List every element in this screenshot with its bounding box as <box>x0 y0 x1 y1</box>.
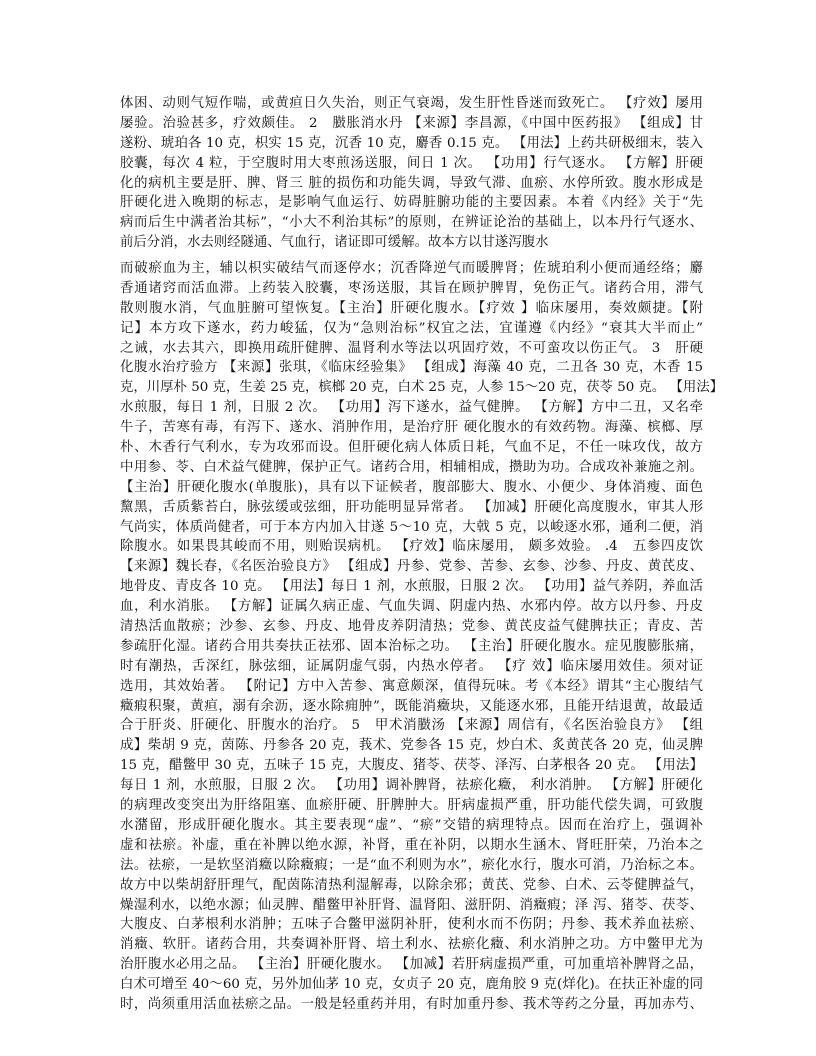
text-line: 消癥、软肝。诸药合用，共奏调补肝肾、培土利水、祛瘀化癥、利水消肿之功。方中鳖甲尤为 <box>120 937 703 953</box>
text-line: 遂粉、琥珀各 10 克，枳实 15 克，沉香 10 克，麝香 0.15 克。 【用法】上药共研极细末，装入 <box>120 135 703 151</box>
text-line: 记】本方攻下遂水，药力峻猛，仅为“急则治标”权宜之法，宜谨遵《内经》“衰其大半而止” <box>120 320 703 336</box>
text-line: 选用，其效始著。 【附记】方中入苦参、寓意颇深，值得玩味。考《本经》谓其“主心腹结气 <box>120 678 703 694</box>
text-line: 水潴留，形成肝硬化腹水。其主要表现“虚”、“瘀”交错的病理特点。因而在治疗上，强调补 <box>120 817 703 833</box>
text-line: 【主治】肝硬化腹水(单腹胀)，具有以下证候者，腹部膨大、腹水、小便少、身体消瘦、面色 <box>120 479 703 495</box>
text-line: 而破瘀血为主，辅以枳实破结气而逐停水；沉香降逆气而暖脾肾；佐琥珀利小便而通经络；麝 <box>120 261 703 276</box>
text-line: 之诫，水去其六，即换用疏肝健脾、温肾利水等法以巩固疗效，不可蛮攻以伤正气。 3 肝硬 <box>120 340 703 356</box>
text-line: 黧黑，舌质紫苔白，脉弦缓或弦细，肝功能明显异常者。 【加减】肝硬化高度腹水，审其人形 <box>120 499 703 515</box>
text-line: 散则腹水消，气血脏腑可望恢复。【主治】肝硬化腹水。【疗效 】临床屡用，奏效颇捷。【附 <box>120 300 703 316</box>
text-line: 虚和祛瘀。补虚，重在补脾以绝水源，补肾，重在补阴，以期水生涵木、肾旺肝荣，乃治本之 <box>120 837 703 853</box>
text-line: 清热活血散瘀；沙参、玄参、丹皮、地骨皮养阴清热；党参、黄芪皮益气健脾扶正；青皮、苦 <box>120 619 703 635</box>
text-line: 前后分消，水去则经隧通、气血行，诸证即可缓解。故本方以甘遂泻腹水 <box>120 235 549 251</box>
text-line: 屡验。治验甚多，疗效颇佳。 2 臌胀消水丹 【来源】李昌源，《中国中医药报》 【组成】甘 <box>120 115 703 131</box>
text-line: 癥瘕积聚，黄疸，溺有余沥，逐水除痈肿”，既能消癥块，又能逐水邪，且能开结退黄，故最适 <box>120 698 703 714</box>
text-line: 白术可增至 40～60 克，另外加仙茅 10 克，女贞子 20 克，鹿角胶 9 克(烊化)。在扶正补虚的同 <box>120 977 703 993</box>
text-line: 除腹水。如果畏其峻而不用，则贻误病机。 【疗效】临床屡用， 颇多效验。 .4 五参四皮饮 <box>120 539 703 555</box>
text-line: 肝硬化进入晚期的标志，是影响气血运行、妨碍脏腑功能的主要因素。本着《内经》关于“先 <box>120 195 703 211</box>
text-line: 地骨皮、青皮各 10 克。 【用法】每日 1 剂，水煎服，日服 2 次。 【功用】益气养阴，养血活 <box>120 579 703 595</box>
text-line: 时有潮热，舌深红，脉弦细，证属阴虚气弱，内热水停者。 【疗 效】临床屡用效佳。须对证 <box>120 658 703 674</box>
text-line: 化的病机主要是肝、脾、肾三 脏的损伤和功能失调，导致气滞、血瘀、水停所致。腹水形成是 <box>120 175 703 191</box>
text-line: 参疏肝化湿。诸药合用共奏扶正祛邪、固本治标之功。 【主治】肝硬化腹水。症见腹膨胀痛， <box>120 638 703 654</box>
text-line: 15 克，醋鳖甲 30 克，五味子 15 克，大腹皮、猪苓、茯苓、泽泻、白茅根各 20 克。 【用法】 <box>120 758 703 774</box>
text-line: 牛子，苦寒有毒，有泻下、遂水、消肿作用，是治疗肝 硬化腹水的有效药物。海藻、槟榔、厚 <box>120 420 703 436</box>
text-line: 【来源】魏长春，《名医治验良方》 【组成】丹参、党参、苦参、玄参、沙参、丹皮、黄芪皮、 <box>120 559 703 575</box>
text-line: 朴、木香行气利水，专为攻邪而设。但肝硬化病人体质日耗，气血不足，不任一味攻伐，故方 <box>120 440 703 456</box>
text-line: 化腹水治疗验方 【来源】张琪，《临床经验集》 【组成】海藻 40 克，二丑各 30 克，木香 15 <box>120 360 703 376</box>
text-line: 气尚实，体质尚健者，可于本方内加入甘遂 5～10 克，大戟 5 克，以峻逐水邪，通利二便，消 <box>120 519 703 535</box>
text-line: 血，利水消胀。 【方解】证属久病正虚、气血失调、阴虚内热、水邪内停。故方以丹参、丹皮 <box>120 599 703 615</box>
text-line: 克，川厚朴 50 克，生姜 25 克，槟榔 20 克，白术 25 克，人参 15～20 克，茯苓 50 克。 【用法】 <box>120 380 724 396</box>
text-line: 燥湿利水，以绝水源；仙灵脾、醋鳖甲补肝肾、温肾阳、滋肝阴、消癥瘕；泽 泻、猪苓、茯苓、 <box>120 897 703 913</box>
text-line: 病而后生中满者治其标”，“小大不利治其标”的原则，在辨证论治的基础上，以本丹行气逐水、 <box>120 215 703 231</box>
text-line: 法。祛瘀，一是软坚消癥以除癥瘕；一是“血不利则为水”，瘀化水行，腹水可消，乃治标之本。 <box>120 857 703 873</box>
text-line: 成】柴胡 9 克，茵陈、丹参各 20 克，莪术、党参各 15 克，炒白术、炙黄芪各 20 克，仙灵脾 <box>120 738 703 754</box>
paragraph-2 <box>120 259 724 1015</box>
text-line: 胶囊，每次 4 粒，于空腹时用大枣煎汤送服，间日 1 次。 【功用】行气逐水。 【方解】肝硬 <box>120 155 703 171</box>
text-line: 故方中以柴胡舒肝理气，配茵陈清热利湿解毒，以除余邪；黄芪、党参、白术、云苓健脾益气， <box>120 877 703 893</box>
paragraph-1 <box>120 94 703 253</box>
text-line: 中用参、苓、白术益气健脾，保护正气。诸药合用，相辅相成，攒助为功。合成攻补兼施之剂。 <box>120 459 703 475</box>
text-line: 大腹皮、白茅根利水消肿；五味子合鳖甲滋阴补肝，使利水而不伤阴；丹参、莪术养血祛瘀、 <box>120 917 703 933</box>
text-line: 香通诸窍而活血滞。上药装入胶囊，枣汤送服，其旨在顾护脾胃，免伤正气。诸药合用，滞气 <box>120 280 703 296</box>
text-line: 体困、动则气短作喘，或黄疸日久失治，则正气衰竭，发生肝性昏迷而致死亡。 【疗效】屡用 <box>120 96 703 111</box>
text-line: 合于肝炎、肝硬化、肝腹水的治疗。 5 甲术消臌汤 【来源】周信有，《名医治验良方》 【组 <box>120 718 703 734</box>
text-line: 时，尚须重用活血祛瘀之品。一般是轻重药并用，有时加重丹参、莪术等药之分量，再加赤芍、 <box>120 996 703 1012</box>
text-line: 治肝腹水必用之品。 【主治】肝硬化腹水。 【加减】若肝病虚损严重，可加重培补脾肾之品， <box>120 957 703 973</box>
text-line: 水煎服，每日 1 剂，日服 2 次。 【功用】泻下遂水，益气健脾。 【方解】方中二丑，又名牵 <box>120 400 703 416</box>
text-line: 的病理改变突出为肝络阻塞、血瘀肝硬、肝脾肿大。肝病虚损严重，肝功能代偿失调，可致腹 <box>120 798 703 814</box>
text-line: 每日 1 剂，水煎服，日服 2 次。 【功用】调补脾肾，祛瘀化癥， 利水消肿。 【方解】肝硬化 <box>120 778 703 794</box>
